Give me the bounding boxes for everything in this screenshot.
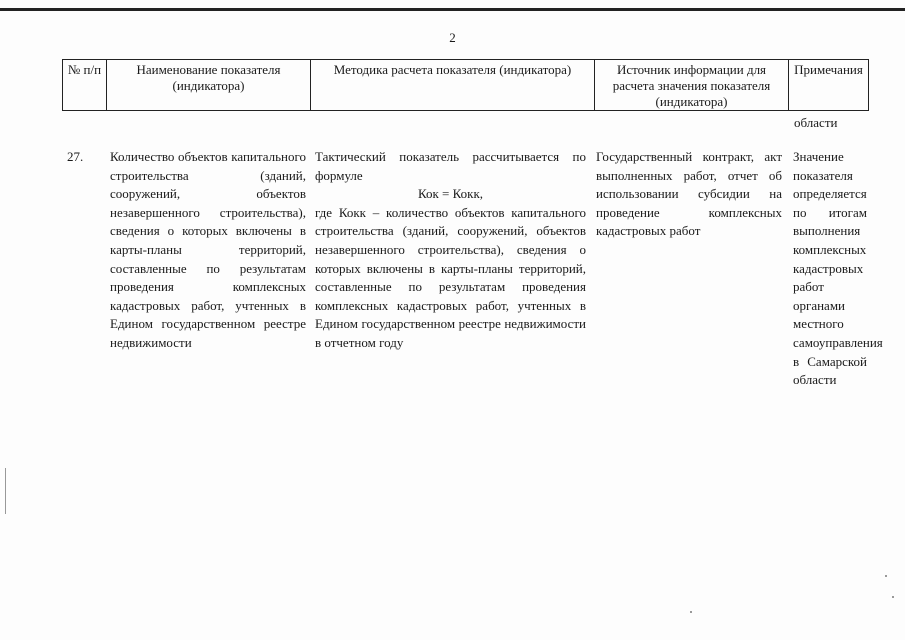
indicator-name: Количество объектов капитального строительства (зданий, сооружений, объектов незавершенного строительства), сведения о которых включены в карты-планы территорий, составленные по результатам проведения комплексных кадастровых работ, учтенных в Едином государственном реестре недвижимости <box>110 149 306 350</box>
scan-artifact-dot <box>885 575 887 577</box>
header-notes: Примечания <box>789 60 869 111</box>
method-intro: Тактический показатель рассчитывается по формуле <box>315 149 586 183</box>
row-number: 27. <box>67 149 84 164</box>
method-explanation: где Кокк – количество объектов капитального строительства (зданий, сооружений, объектов незавершенного строительства), сведения о которых включены в карты-планы территорий, составленные по результатам проведения комплексных кадастровых работ, учтенных в Едином государственном реестре недвижимости в отчетном году <box>315 204 586 350</box>
header-calculation-method: Методика расчета показателя (индикатора) <box>311 60 595 111</box>
page-number: 2 <box>449 30 456 45</box>
table-header <box>62 59 869 111</box>
header-number: № п/п <box>63 60 107 111</box>
formula: Кок = Кокк, <box>417 186 484 202</box>
scan-artifact-line <box>5 468 6 514</box>
header-information-source: Источник информации для расчета значения показателя (индикатора) <box>595 60 789 111</box>
header-indicator-name: Наименование показателя (индикатора) <box>107 60 311 111</box>
scan-artifact-dot <box>690 611 692 613</box>
notes: Значение показателя определяется по итогам выполнения комплексных кадастровых работ органами местного самоуправления в Самарской области <box>793 149 883 388</box>
notes-continuation: области <box>794 115 838 130</box>
scan-artifact-dot <box>892 596 894 598</box>
top-border-line <box>0 8 905 11</box>
information-source: Государственный контракт, акт выполненных работ, отчет об использовании субсидии на проведение комплексных кадастровых работ <box>596 149 782 239</box>
calculation-method <box>315 148 586 353</box>
